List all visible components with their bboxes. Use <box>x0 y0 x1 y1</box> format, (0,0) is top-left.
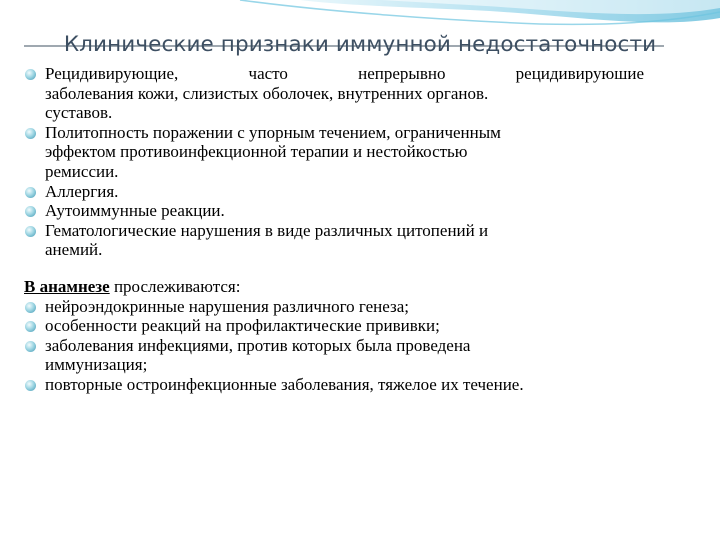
circle-bullet-icon <box>25 187 36 198</box>
history-heading-rest: прослеживаются: <box>109 276 241 296</box>
circle-bullet-icon <box>25 226 36 237</box>
symptom-line: анемий. <box>45 240 103 260</box>
circle-bullet-icon <box>25 321 36 332</box>
history-line: повторные остроинфекционные заболевания, тяжелое их течение. <box>45 374 524 394</box>
symptom-item <box>24 182 644 202</box>
history-line: иммунизация; <box>45 355 148 375</box>
symptom-line: Гематологические нарушения в виде различных цитопений и <box>45 220 489 240</box>
symptom-line: Политопность поражении с упорным течением, ограниченным <box>45 122 501 142</box>
symptom-list <box>24 64 644 260</box>
symptom-item <box>24 201 644 221</box>
symptom-line: ремиссии. <box>45 161 119 181</box>
circle-bullet-icon <box>25 69 36 80</box>
history-item <box>24 316 644 336</box>
slide-body <box>24 64 644 395</box>
history-item <box>24 375 644 395</box>
history-heading <box>24 277 644 297</box>
history-line: заболевания инфекциями, против которых была проведена <box>45 335 471 355</box>
symptom-line: заболевания кожи, слизистых оболочек, внутренних органов. <box>45 83 489 103</box>
history-item <box>24 336 644 375</box>
symptom-line: эффектом противоинфекционной терапии и нестойкостью <box>45 142 468 162</box>
symptom-item <box>24 64 644 123</box>
history-heading-underlined: В анамнезе <box>24 276 110 296</box>
circle-bullet-icon <box>25 128 36 139</box>
circle-bullet-icon <box>25 206 36 217</box>
symptom-line: Аллергия. <box>45 181 119 201</box>
symptom-line: Аутоиммунные реакции. <box>45 201 225 221</box>
symptom-line: суставов. <box>45 103 113 123</box>
circle-bullet-icon <box>25 302 36 313</box>
history-line: нейроэндокринные нарушения различного генеза; <box>45 296 409 316</box>
history-line: особенности реакций на профилактические прививки; <box>45 316 440 336</box>
symptom-item <box>24 123 644 182</box>
circle-bullet-icon <box>25 380 36 391</box>
symptom-line: Рецидивирующие, часто непрерывно рецидивируюшие <box>45 64 644 83</box>
symptom-item <box>24 221 644 260</box>
slide-title: Клинические признаки иммунной недостаточности <box>63 32 657 57</box>
history-item <box>24 297 644 317</box>
history-list <box>24 297 644 395</box>
circle-bullet-icon <box>25 341 36 352</box>
